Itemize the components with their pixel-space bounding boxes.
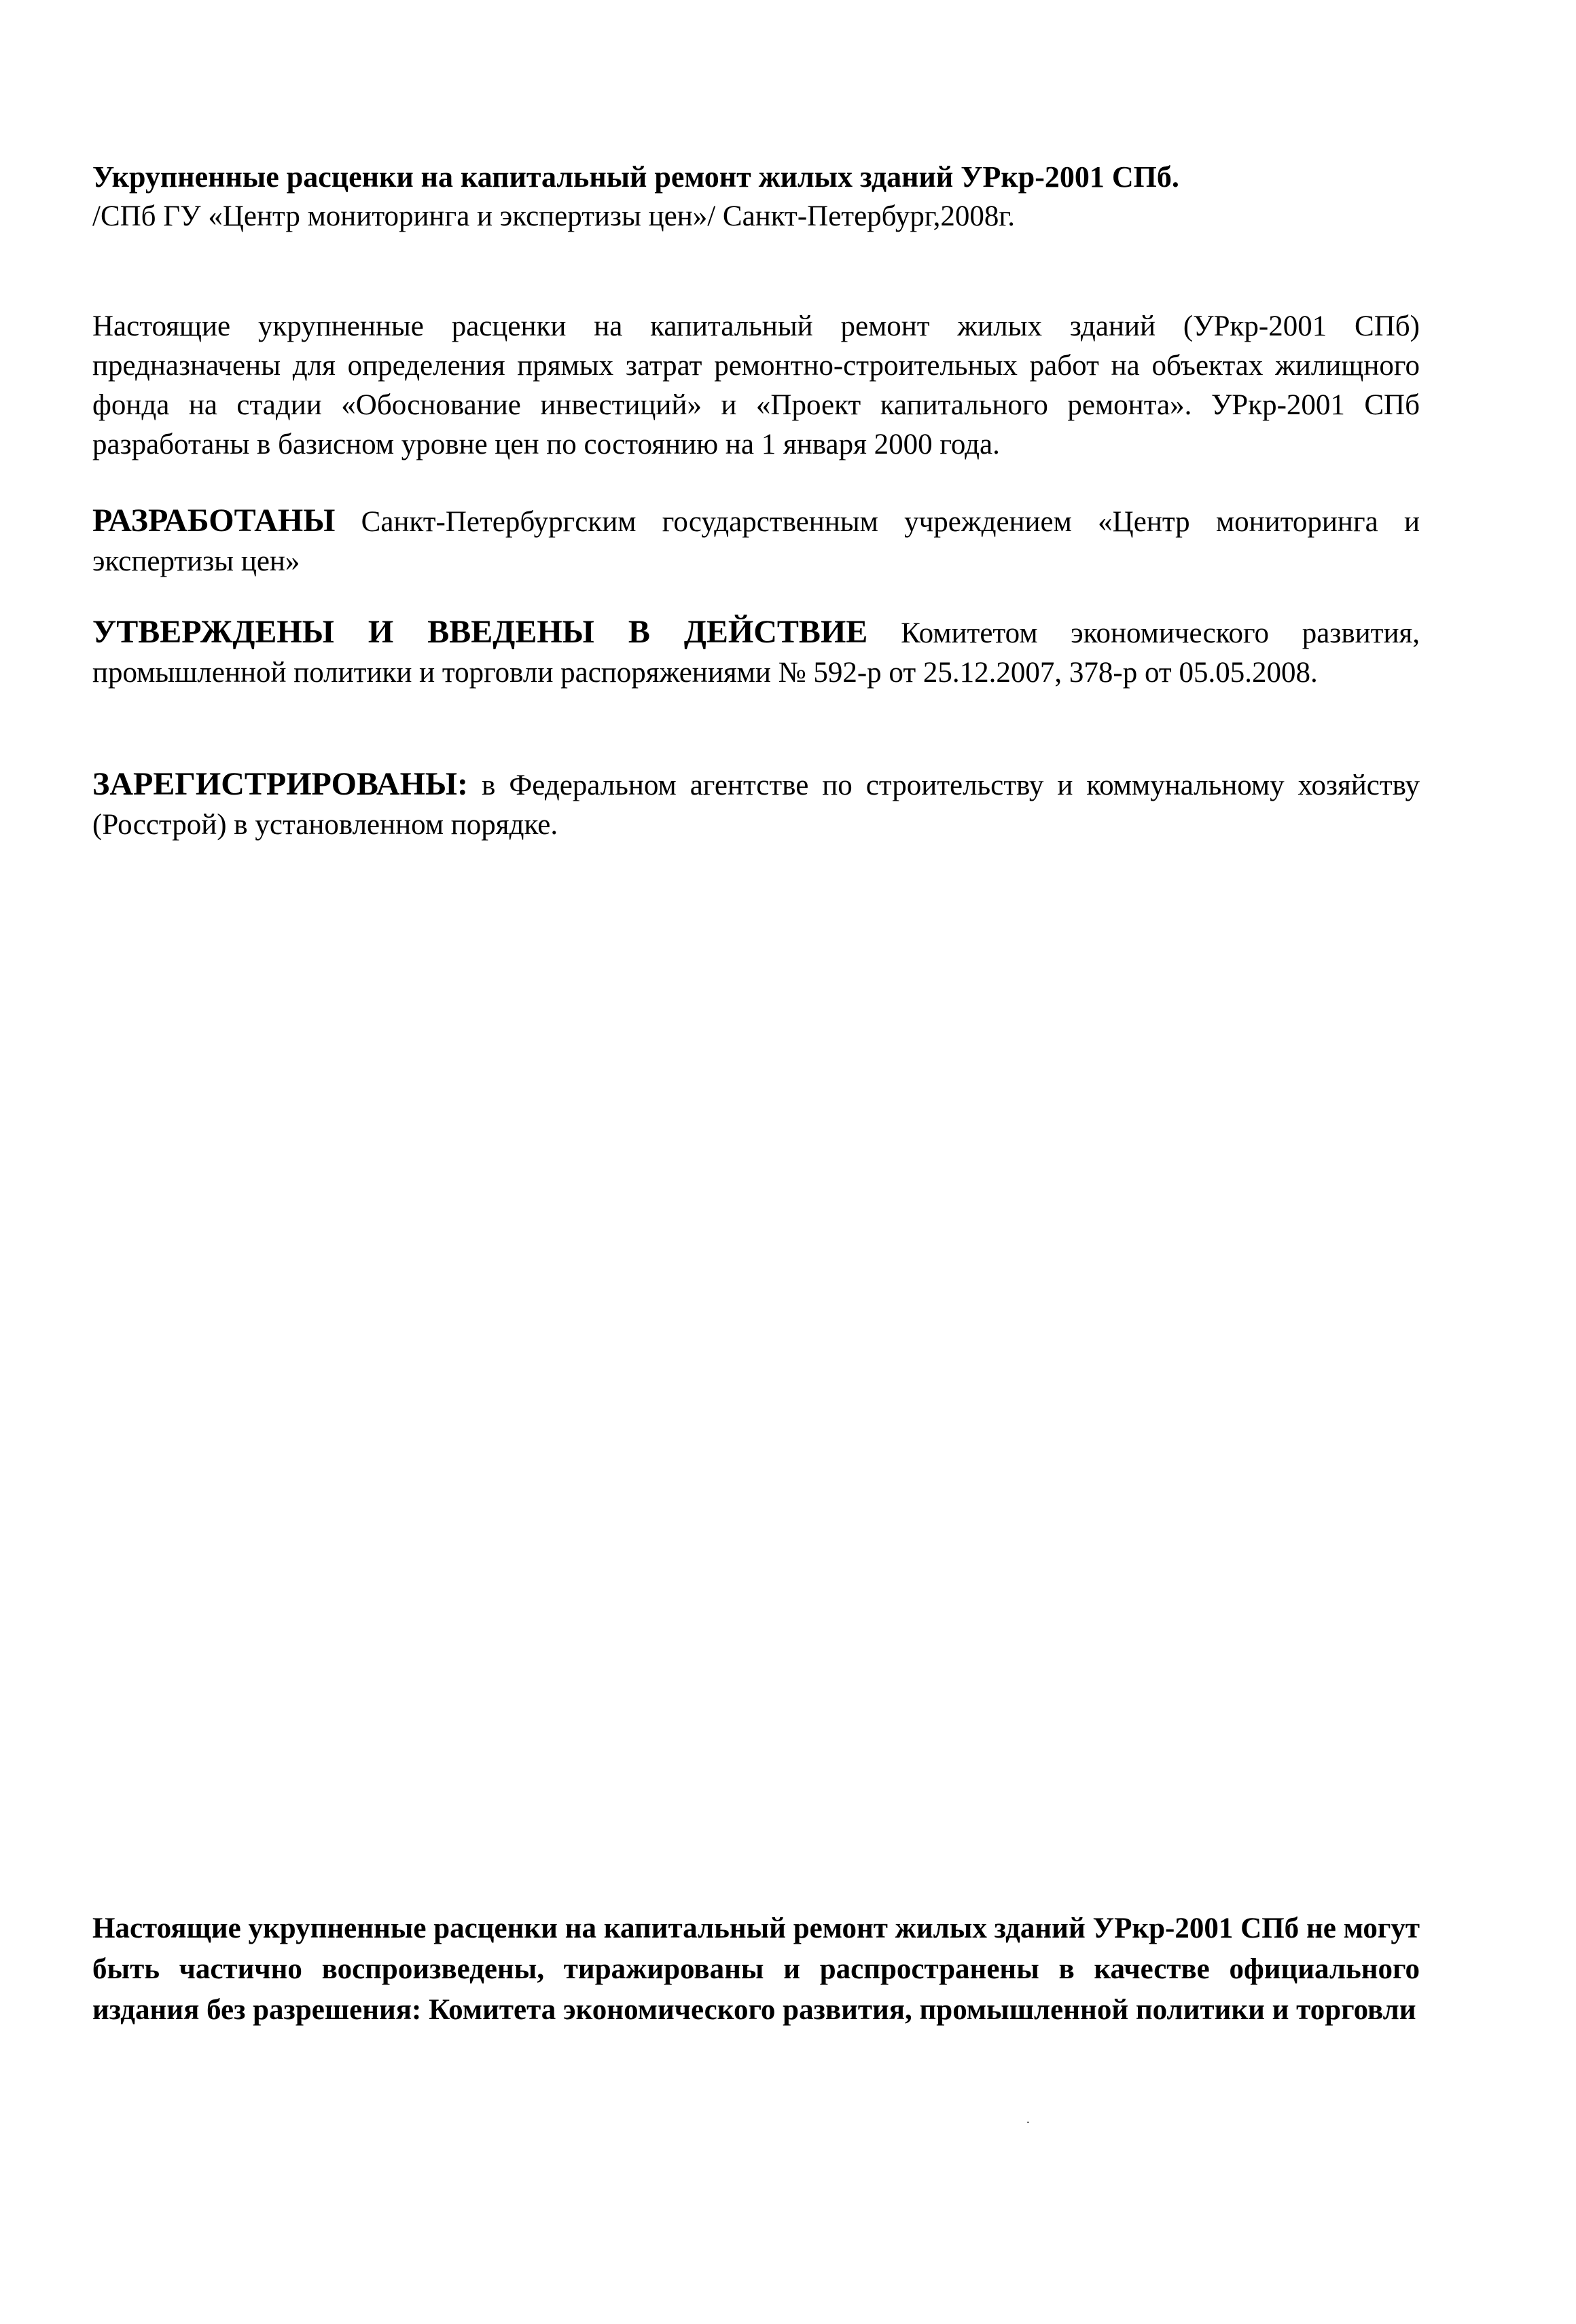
developed-lead: РАЗРАБОТАНЫ	[92, 503, 336, 539]
copyright-notice: Настоящие укрупненные расценки на капитальный ремонт жилых зданий УРкр-2001 СПб не могут быть частично воспроизведены, тиражированы и распространены в качестве официального издания без разрешения: Комитета экономического развития, промышленной политики и торговли	[92, 1912, 1420, 2026]
registered-paragraph	[92, 765, 1420, 845]
registered-text: в Федеральном агентстве по строительству и коммунальному хозяйству (Росстрой) в установленном порядке.	[92, 769, 1420, 841]
developed-paragraph	[92, 501, 1420, 581]
document-subtitle: /СПб ГУ «Центр мониторинга и экспертизы цен»/ Санкт-Петербург,2008г.	[92, 200, 1015, 232]
registered-lead: ЗАРЕГИСТРИРОВАНЫ:	[92, 766, 469, 802]
document-title: Укрупненные расценки на капитальный ремонт жилых зданий УРкр-2001 СПб.	[92, 160, 1179, 194]
approved-text: Комитетом экономического развития, промышленной политики и торговли распоряжениями № 592-р от 25.12.2007, 378-р от 05.05.2008.	[92, 617, 1420, 689]
developed-text: Санкт-Петербургским государственным учреждением «Центр мониторинга и экспертизы цен»	[92, 506, 1420, 577]
scan-speck	[1027, 2122, 1029, 2123]
intro-paragraph: Настоящие укрупненные расценки на капитальный ремонт жилых зданий (УРкр-2001 СПб) предназначены для определения прямых затрат ремонтно-строительных работ на объектах жилищного фонда на стадии «Обоснование инвестиций» и «Проект капитального ремонта». УРкр-2001 СПб разработаны в базисном уровне цен по состоянию на 1 января 2000 года.	[92, 310, 1420, 460]
approved-paragraph	[92, 613, 1420, 693]
document-header	[92, 158, 1420, 236]
approved-lead: УТВЕРЖДЕНЫ И ВВЕДЕНЫ В ДЕЙСТВИЕ	[92, 614, 868, 650]
